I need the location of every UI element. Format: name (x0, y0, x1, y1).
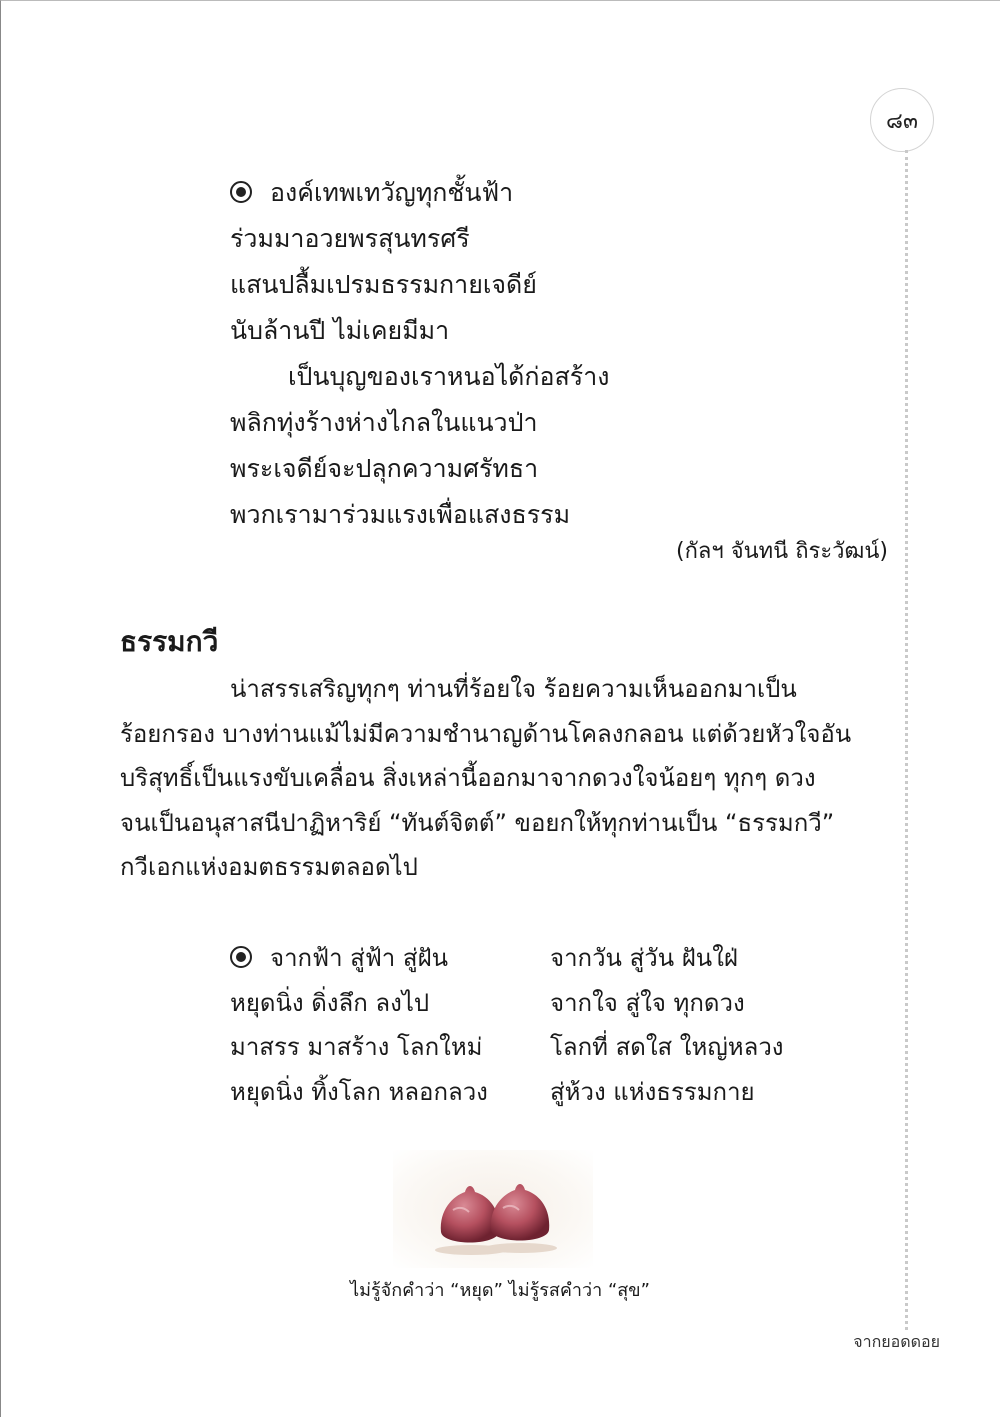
body-paragraph (120, 667, 868, 890)
paragraph-line: กวีเอกแห่งอมตธรรมตลอดไป (120, 853, 418, 881)
poem-right: โลกที่ สดใส ใหญ่หลวง (550, 1033, 784, 1061)
page-number: ๘๓ (885, 108, 918, 134)
poem-left: หยุดนิ่ง ทิ้งโลก หลอกลวง (230, 1077, 488, 1106)
paragraph-line: จนเป็นอนุสาสนีปาฏิหาริย์ “ทันต์จิตต์” ขอยกให้ทุกท่านเป็น “ธรรมกวี” (120, 808, 835, 837)
poem-line: ร่วมมาอวยพรสุนทรศรี (230, 224, 470, 253)
paragraph-line: น่าสรรเสริญทุกๆ ท่านที่ร้อยใจ ร้อยความเห็นออกมาเป็น (230, 675, 797, 703)
poem-couplet (230, 936, 784, 981)
fruit-right (491, 1184, 549, 1241)
bullet-icon (230, 181, 252, 203)
dotted-margin-line (905, 150, 908, 1330)
page-number-badge (870, 88, 934, 152)
paragraph-line: ร้อยกรอง บางท่านแม้ไม่มีความชำนาญด้านโคลงกลอน แต่ด้วยหัวใจอัน (120, 719, 852, 748)
poem-line: แสนปลื้มเปรมธรรมกายเจดีย์ (230, 270, 537, 299)
poem-right: จากวัน สู่วัน ฝันใฝ่ (550, 944, 738, 972)
section-heading: ธรรมกวี (120, 625, 219, 658)
poem-left: มาสรร มาสร้าง โลกใหม่ (230, 1033, 483, 1061)
paragraph-line: บริสุทธิ์เป็นแรงขับเคลื่อน สิ่งเหล่านี้ออกมาจากดวงใจน้อยๆ ทุกๆ ดวง (120, 764, 816, 792)
poem-line: นับล้านปี ไม่เคยมีมา (230, 316, 450, 345)
lotus-fruit-image (393, 1150, 593, 1268)
poem-line: พวกเรามาร่วมแรงเพื่อแสงธรรม (230, 500, 571, 529)
poem-line: เป็นบุญของเราหนอได้ก่อสร้าง (288, 362, 610, 391)
poem-two (230, 936, 784, 1114)
poem-line: องค์เทพเทวัญทุกชั้นฟ้า (230, 170, 609, 216)
fruit-left (441, 1186, 499, 1243)
poem-line: พระเจดีย์จะปลุกความศรัทธา (230, 454, 539, 483)
poem-couplet (230, 1025, 784, 1070)
bullet-icon (230, 946, 252, 968)
poem-couplet (230, 981, 784, 1026)
fruit-shadow (485, 1243, 557, 1253)
poem-one (230, 170, 609, 538)
image-caption: ไม่รู้จักคำว่า “หยุด” ไม่รู้รสคำว่า “สุข” (350, 1280, 650, 1301)
poem-left: หยุดนิ่ง ดิ่งลึก ลงไป (230, 988, 430, 1017)
poem-credit: (กัลฯ จันทนี ถิระวัฒน์) (676, 539, 888, 564)
poem-line: พลิกทุ่งร้างห่างไกลในแนวป่า (230, 408, 538, 437)
fruit-illustration (393, 1150, 593, 1268)
running-footer: จากยอดดอย (853, 1332, 940, 1351)
poem-left: จากฟ้า สู่ฟ้า สู่ฝัน (270, 944, 449, 972)
poem-couplet (230, 1070, 784, 1115)
poem-right: จากใจ สู่ใจ ทุกดวง (550, 988, 745, 1017)
poem-right: สู่ห้วง แห่งธรรมกาย (550, 1077, 755, 1106)
